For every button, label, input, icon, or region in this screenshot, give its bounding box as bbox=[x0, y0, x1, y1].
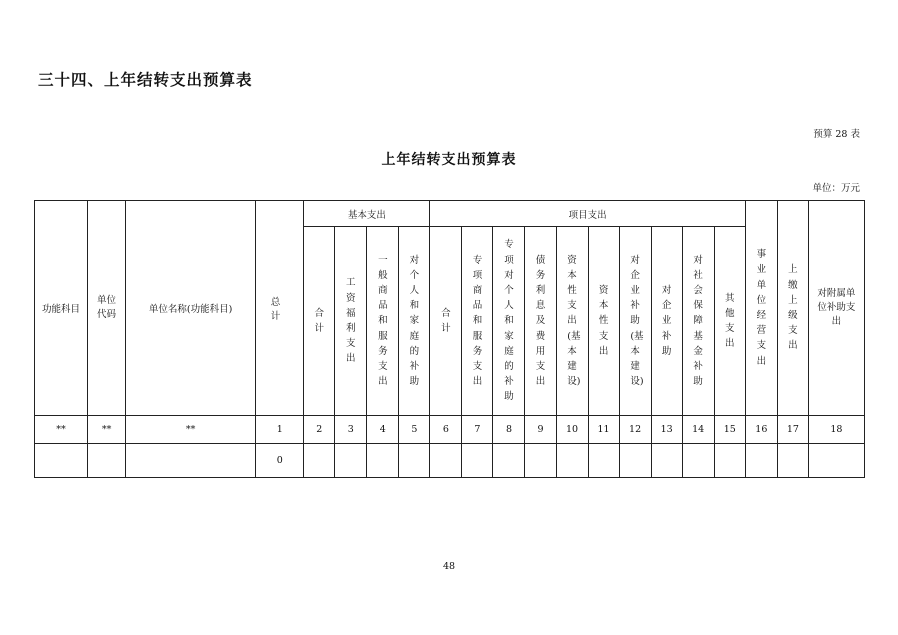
header-affiliated bbox=[808, 201, 864, 416]
header-project-subtotal bbox=[430, 227, 462, 416]
data-cell bbox=[651, 444, 682, 478]
header-project-personal bbox=[493, 227, 525, 416]
header-business-text: 事业单位经营支出 bbox=[756, 249, 767, 367]
header-total: 总 计 bbox=[256, 201, 304, 416]
header-project-interest-text: 债务利息及费用支出 bbox=[535, 254, 546, 388]
header-business bbox=[745, 201, 777, 416]
data-cell bbox=[367, 444, 399, 478]
header-unit-code-line2: 代码 bbox=[97, 309, 117, 320]
header-basic-subtotal-text: 合计 bbox=[314, 307, 325, 334]
header-unit-name: 单位名称(功能科目) bbox=[126, 201, 256, 416]
page-heading: 三十四、上年结转支出预算表 bbox=[38, 70, 253, 89]
header-project-subtotal-text: 合计 bbox=[441, 307, 451, 334]
header-project-enterprise-construction bbox=[619, 227, 651, 416]
form-number: 预算 28 表 bbox=[813, 129, 860, 140]
index-cell: 2 bbox=[304, 416, 335, 444]
header-project-personal-text: 专项对个人和家庭的补助 bbox=[504, 239, 514, 403]
index-cell: ** bbox=[88, 416, 126, 444]
index-cell: 13 bbox=[651, 416, 682, 444]
index-cell: 8 bbox=[493, 416, 525, 444]
index-cell: 15 bbox=[714, 416, 745, 444]
header-unit-code bbox=[88, 201, 126, 416]
data-cell bbox=[682, 444, 714, 478]
index-cell: 9 bbox=[525, 416, 556, 444]
data-row bbox=[35, 444, 865, 478]
table-title: 上年结转支出预算表 bbox=[381, 152, 517, 168]
header-project-other bbox=[714, 227, 745, 416]
index-cell: 6 bbox=[430, 416, 462, 444]
header-project-enterprise-construction-text: 对企业补助(基本建设) bbox=[630, 254, 644, 388]
index-cell: 4 bbox=[367, 416, 399, 444]
header-basic-wages-text: 工资福利支出 bbox=[346, 277, 356, 365]
data-cell bbox=[714, 444, 745, 478]
data-cell bbox=[462, 444, 493, 478]
header-basic-personal bbox=[399, 227, 430, 416]
data-cell bbox=[556, 444, 588, 478]
header-unit-code-line1: 单位 bbox=[97, 294, 117, 306]
index-cell: 18 bbox=[808, 416, 864, 444]
index-cell: 5 bbox=[399, 416, 430, 444]
data-cell bbox=[745, 444, 777, 478]
data-cell bbox=[335, 444, 367, 478]
header-project-social-security-text: 对社会保障基金补助 bbox=[693, 254, 703, 388]
index-cell: 14 bbox=[682, 416, 714, 444]
budget-table bbox=[34, 200, 865, 478]
header-upper bbox=[777, 201, 808, 416]
data-cell bbox=[126, 444, 256, 478]
index-cell: ** bbox=[126, 416, 256, 444]
index-cell: 3 bbox=[335, 416, 367, 444]
header-affiliated-line1: 对附属单 bbox=[817, 287, 856, 299]
data-cell bbox=[588, 444, 619, 478]
index-cell: 10 bbox=[556, 416, 588, 444]
data-cell bbox=[304, 444, 335, 478]
data-cell-total: 0 bbox=[256, 444, 304, 478]
data-cell bbox=[619, 444, 651, 478]
data-cell bbox=[399, 444, 430, 478]
unit-label: 单位：万元 bbox=[812, 183, 860, 194]
header-upper-text: 上缴上级支出 bbox=[788, 264, 798, 352]
header-basic-subtotal bbox=[304, 227, 335, 416]
header-project-other-text: 其他支出 bbox=[724, 292, 735, 350]
index-cell: 16 bbox=[745, 416, 777, 444]
header-affiliated-line2: 位补助支 bbox=[817, 301, 856, 313]
header-basic-group: 基本支出 bbox=[304, 201, 430, 227]
index-cell: 11 bbox=[588, 416, 619, 444]
header-project-capital-text: 资本性支出 bbox=[598, 285, 609, 357]
header-basic-personal-text: 对个人和家庭的补助 bbox=[409, 254, 420, 388]
data-cell bbox=[35, 444, 88, 478]
data-cell bbox=[777, 444, 808, 478]
index-cell: ** bbox=[35, 416, 88, 444]
header-affiliated-line3: 出 bbox=[831, 316, 842, 328]
header-project-enterprise-text: 对企业补助 bbox=[661, 285, 672, 357]
header-basic-goods-text: 一般商品和服务支出 bbox=[378, 254, 388, 388]
index-cell: 17 bbox=[777, 416, 808, 444]
index-row bbox=[35, 416, 865, 444]
header-func-subject: 功能科目 bbox=[35, 201, 88, 416]
data-cell bbox=[493, 444, 525, 478]
data-cell bbox=[430, 444, 462, 478]
index-cell: 1 bbox=[256, 416, 304, 444]
index-cell: 7 bbox=[462, 416, 493, 444]
header-project-capital bbox=[588, 227, 619, 416]
index-cell: 12 bbox=[619, 416, 651, 444]
data-cell bbox=[808, 444, 864, 478]
header-basic-goods bbox=[367, 227, 399, 416]
header-project-enterprise bbox=[651, 227, 682, 416]
header-project-goods bbox=[462, 227, 493, 416]
data-cell bbox=[88, 444, 126, 478]
header-project-capital-construction bbox=[556, 227, 588, 416]
header-project-goods-text: 专项商品和服务支出 bbox=[472, 254, 483, 388]
page-number: 48 bbox=[442, 561, 456, 572]
header-project-interest bbox=[525, 227, 556, 416]
header-project-group: 项目支出 bbox=[430, 201, 745, 227]
header-project-capital-construction-text: 资本性支出(基本建设) bbox=[567, 254, 581, 388]
data-cell bbox=[525, 444, 556, 478]
header-project-social-security bbox=[682, 227, 714, 416]
header-basic-wages bbox=[335, 227, 367, 416]
